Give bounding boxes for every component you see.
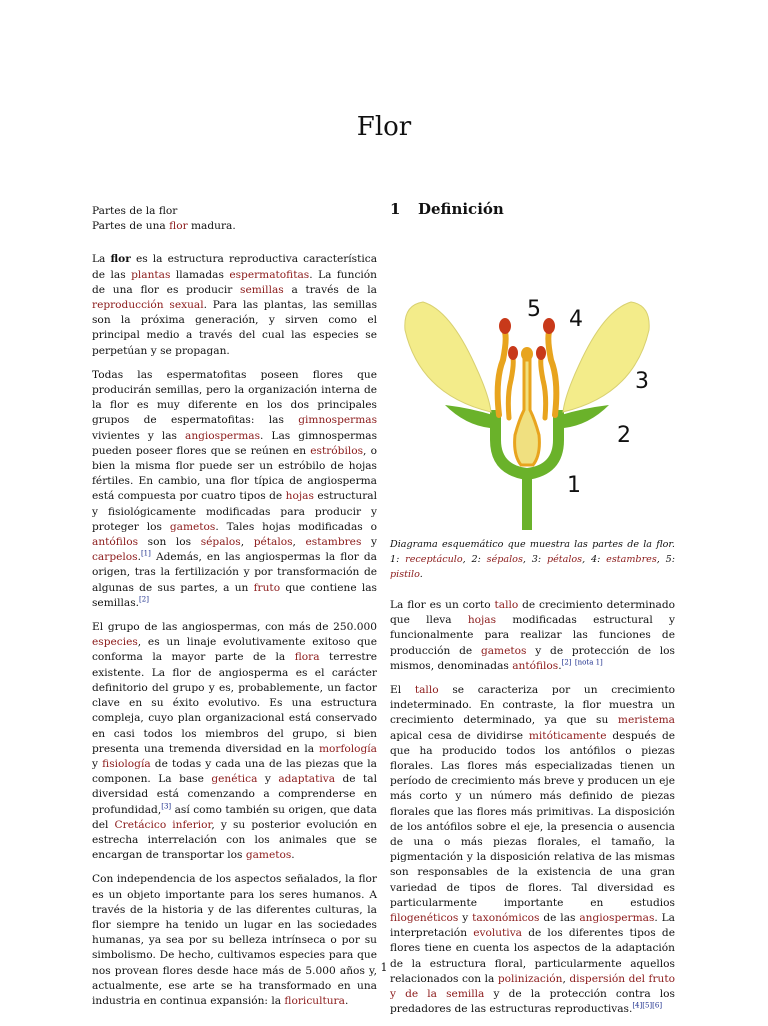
caption-text: Partes de una (92, 220, 170, 233)
pistil (515, 360, 540, 465)
text: . (419, 569, 423, 580)
link-petalos[interactable]: pétalos (546, 554, 583, 565)
link-antofilos[interactable]: antófilos (92, 536, 139, 549)
link-plantas[interactable]: plantas (131, 268, 171, 281)
link-carpelos[interactable]: carpelos (92, 551, 138, 564)
text: . La interpretación (390, 912, 675, 940)
text: que contiene las semillas. (92, 581, 377, 609)
link-estrobilos[interactable]: estróbilos (310, 444, 364, 457)
stamen (541, 358, 546, 418)
text: , 3: (522, 554, 547, 565)
stamen (548, 332, 556, 415)
anther (499, 318, 511, 334)
text: y (361, 536, 377, 549)
text: y (458, 912, 473, 925)
text: a través de la (283, 283, 377, 296)
text: , (240, 536, 254, 549)
paragraph-definicion (390, 598, 675, 674)
reference-link[interactable]: [4][5][6] (632, 1001, 663, 1010)
link-fruto[interactable]: fruto (253, 581, 281, 594)
link-sepalos[interactable]: sépalos (200, 536, 241, 549)
link-tallo[interactable]: tallo (494, 599, 519, 611)
link-genetica[interactable]: genética (211, 773, 258, 786)
label-4: 4 (569, 307, 583, 332)
link-polinizacion[interactable]: polinización (497, 972, 563, 985)
text: El (390, 684, 415, 697)
text: terrestre existente. La flor de angiosperma es el carácter definitorio del grupo y es, probablemente, un factor clave en su éxito evolutivo. Es una estructura compleja, cuyo plan organizacional está conservado en casi todos los miembros del grupo, si bien presenta una tremenda diversidad en la (92, 651, 378, 755)
petal (405, 302, 491, 412)
text: de los diferentes tipos de flores tiene en cuenta los aspectos de la adaptación de la estructura floral, particularmente aquellos relacionados con la (390, 927, 675, 985)
text: llamadas (170, 268, 230, 281)
flower-diagram (395, 290, 675, 530)
link-sepalos[interactable]: sépalos (486, 554, 523, 565)
label-1: 1 (567, 473, 581, 498)
link-estambres[interactable]: estambres (305, 536, 362, 549)
text: Además, en las angiospermas la flor da origen, tras la fertilización y por transformación de algunas de sus partes, a un (92, 551, 377, 594)
stamen (498, 332, 506, 415)
link-estambres[interactable]: estambres (606, 554, 657, 565)
paragraph-importancia (92, 872, 377, 1009)
text: se caracteriza por un crecimiento indeterminado. En contraste, la flor muestra un crecimiento determinado, ya que su (390, 684, 675, 727)
label-2: 2 (617, 423, 631, 448)
link-dispersion[interactable]: dispersión del fruto y de la semilla (390, 972, 675, 1001)
reference-link[interactable]: [2] (139, 595, 149, 604)
link-taxonomicos[interactable]: taxonómicos (472, 912, 540, 925)
stigma (521, 347, 533, 361)
text: , es un linaje evolutivamente exitoso que conforma la mayor parte de la (92, 636, 377, 664)
link-tallo[interactable]: tallo (414, 684, 439, 697)
infobox-caption (92, 204, 377, 234)
anther (508, 346, 518, 360)
link-flora[interactable]: flora (294, 651, 320, 664)
text: El grupo de las angiospermas, con más de 250.000 (92, 621, 377, 634)
link-gametos[interactable]: gametos (480, 644, 527, 657)
label-3: 3 (635, 369, 649, 394)
link-cretacico-inferior[interactable]: Cretácico inferior (114, 818, 212, 831)
text: estructural y fisiológicamente modificadas para producir y proteger los (92, 490, 377, 533)
bold-term: flor (110, 253, 131, 266)
text: de todas y cada una de las piezas que la componen. La base (92, 757, 377, 786)
link-especies[interactable]: especies (92, 636, 138, 649)
text: Todas las espermatofitas poseen flores que producirán semillas, pero la organización interna de la flor es muy diferente en los dos principales grupos de espermatofitas: las (92, 368, 377, 427)
text: , 4: (582, 554, 607, 565)
note-link[interactable]: [nota 1] (574, 658, 603, 667)
link-meristema[interactable]: meristema (617, 714, 675, 727)
text: y de la protección contra los predadores de las estructuras reproductivas. (390, 988, 675, 1016)
link-mitoticamente[interactable]: mitóticamente (528, 729, 607, 742)
text: , o bien la misma flor puede ser un estróbilo de hojas fértiles. En cambio, una flor típica de angiosperma está compuesta por cuatro tipos de (92, 444, 377, 503)
reference-link[interactable]: [1] (140, 549, 151, 558)
text: . (558, 659, 562, 672)
text: y (257, 773, 279, 786)
figure-caption (390, 537, 675, 582)
link-receptaculo[interactable]: receptáculo (405, 554, 463, 565)
link-espermatofitas[interactable]: espermatofitas (229, 268, 310, 281)
text: de crecimiento determinado que lleva (390, 599, 675, 627)
text: , (562, 972, 570, 985)
text: , y su posterior evolución en estrecha interrelación con los animales que se encargan de transportar los (92, 818, 377, 862)
text: Diagrama esquemático que muestra las partes de la flor. 1: (390, 539, 675, 565)
text: , (292, 536, 306, 549)
link-adaptativa[interactable]: adaptativa (278, 773, 336, 786)
link-petalos[interactable]: pétalos (253, 536, 293, 549)
text: Con independencia de los aspectos señalados, la flor es un objeto importante para los seres humanos. A través de la historia y de las diferentes culturas, la flor siempre ha tenido un lugar en las sociedades humanas, ya sea por su belleza intrínseca o por su simbolismo. De hecho, cultivamos especies para que nos provean flores desde hace más de 5.000 años y, actualmente, ese arte se ha transformado en una industria en continua expansión: la (92, 873, 377, 1007)
link-evolutiva[interactable]: evolutiva (473, 927, 522, 940)
link-semillas[interactable]: semillas (240, 283, 284, 296)
label-5: 5 (527, 297, 541, 322)
link-hojas[interactable]: hojas (467, 614, 497, 627)
anther (536, 346, 546, 360)
text: modificadas estructural y funcionalmente para realizar las funciones de producción de (390, 614, 675, 657)
text: La (92, 253, 111, 266)
text: La flor es un corto (390, 599, 495, 611)
text: . La función de una flor es producir (92, 268, 377, 296)
link-gametos[interactable]: gametos (169, 520, 216, 533)
section-title: Definición (418, 200, 504, 218)
link-angiospermas[interactable]: angiospermas (579, 912, 655, 925)
link-antofilos[interactable]: antófilos (512, 659, 559, 672)
link-reproduccion-sexual[interactable]: reproducción sexual (92, 299, 204, 312)
text: , 5: (656, 554, 675, 565)
link-morfologia[interactable]: morfología (318, 742, 377, 755)
text: y de protección de los mismos, denominadas (390, 644, 675, 672)
link-floricultura[interactable]: floricultura (284, 994, 345, 1007)
caption-text: madura. (187, 220, 236, 233)
text: . (344, 994, 349, 1007)
link-flor[interactable]: flor (169, 220, 188, 233)
link-angiospermas[interactable]: angiospermas (185, 429, 261, 442)
link-pistilo[interactable]: pistilo (390, 569, 420, 580)
caption-line-1: Partes de la flor (92, 205, 178, 217)
stamen (508, 358, 513, 418)
link-gametos[interactable]: gametos (245, 849, 292, 862)
text: después de que ha producido todos los antófilos o piezas florales. Las flores más especializadas tienen un período de crecimiento más breve y producen un eje más corto y un número más definido de piezas florales que las flores más primitivas. La disposición de los antófilos sobre el eje, la presencia o ausencia de una o más piezas florales, el tamaño, la pigmentación y la disposición relativa de las mismas son responsables de la existencia de una gran variedad de tipos de flores. Tal diversidad es particularmente importante en estudios (390, 729, 675, 909)
text: de las (539, 912, 580, 925)
text: es la estructura reproductiva característica de las (92, 253, 378, 281)
text: vivientes y las (92, 429, 185, 442)
receptacle (522, 475, 532, 530)
text: son los (138, 536, 201, 549)
section-heading (390, 200, 504, 218)
text: . (291, 849, 295, 862)
text: apical cesa de dividirse (390, 729, 529, 742)
text: , 2: (462, 554, 487, 565)
section-number: 1 (390, 200, 401, 218)
link-fisiologia[interactable]: fisiología (102, 757, 151, 770)
paragraph-angiospermas (92, 620, 377, 863)
page-number: 1 (380, 961, 388, 974)
paragraph-espermatofitas (92, 368, 377, 611)
link-hojas[interactable]: hojas (285, 490, 314, 503)
reference-link[interactable]: [2] (561, 658, 572, 667)
text: . Para las plantas, las semillas son la próxima generación, y sirven como el principal medio a través del cual las especies se perpetúan y se propagan. (92, 299, 378, 357)
anther (543, 318, 555, 334)
paragraph-intro (92, 252, 377, 358)
page-title: Flor (356, 112, 412, 142)
text: y (92, 757, 103, 770)
text: . Las gimnospermas pueden poseer flores que se reúnen en (92, 429, 378, 457)
left-column (92, 204, 377, 1018)
link-gimnospermas[interactable]: gimnospermas (298, 414, 377, 427)
reference-link[interactable]: [3] (161, 801, 172, 810)
text: de tal diversidad está comenzando a comprenderse en profundidad, (92, 773, 377, 816)
text: así como también su origen, que data del (92, 803, 377, 831)
text: . Tales hojas modificadas o (215, 520, 377, 533)
link-filogeneticos[interactable]: filogenéticos (390, 912, 459, 925)
text: . (137, 551, 141, 564)
